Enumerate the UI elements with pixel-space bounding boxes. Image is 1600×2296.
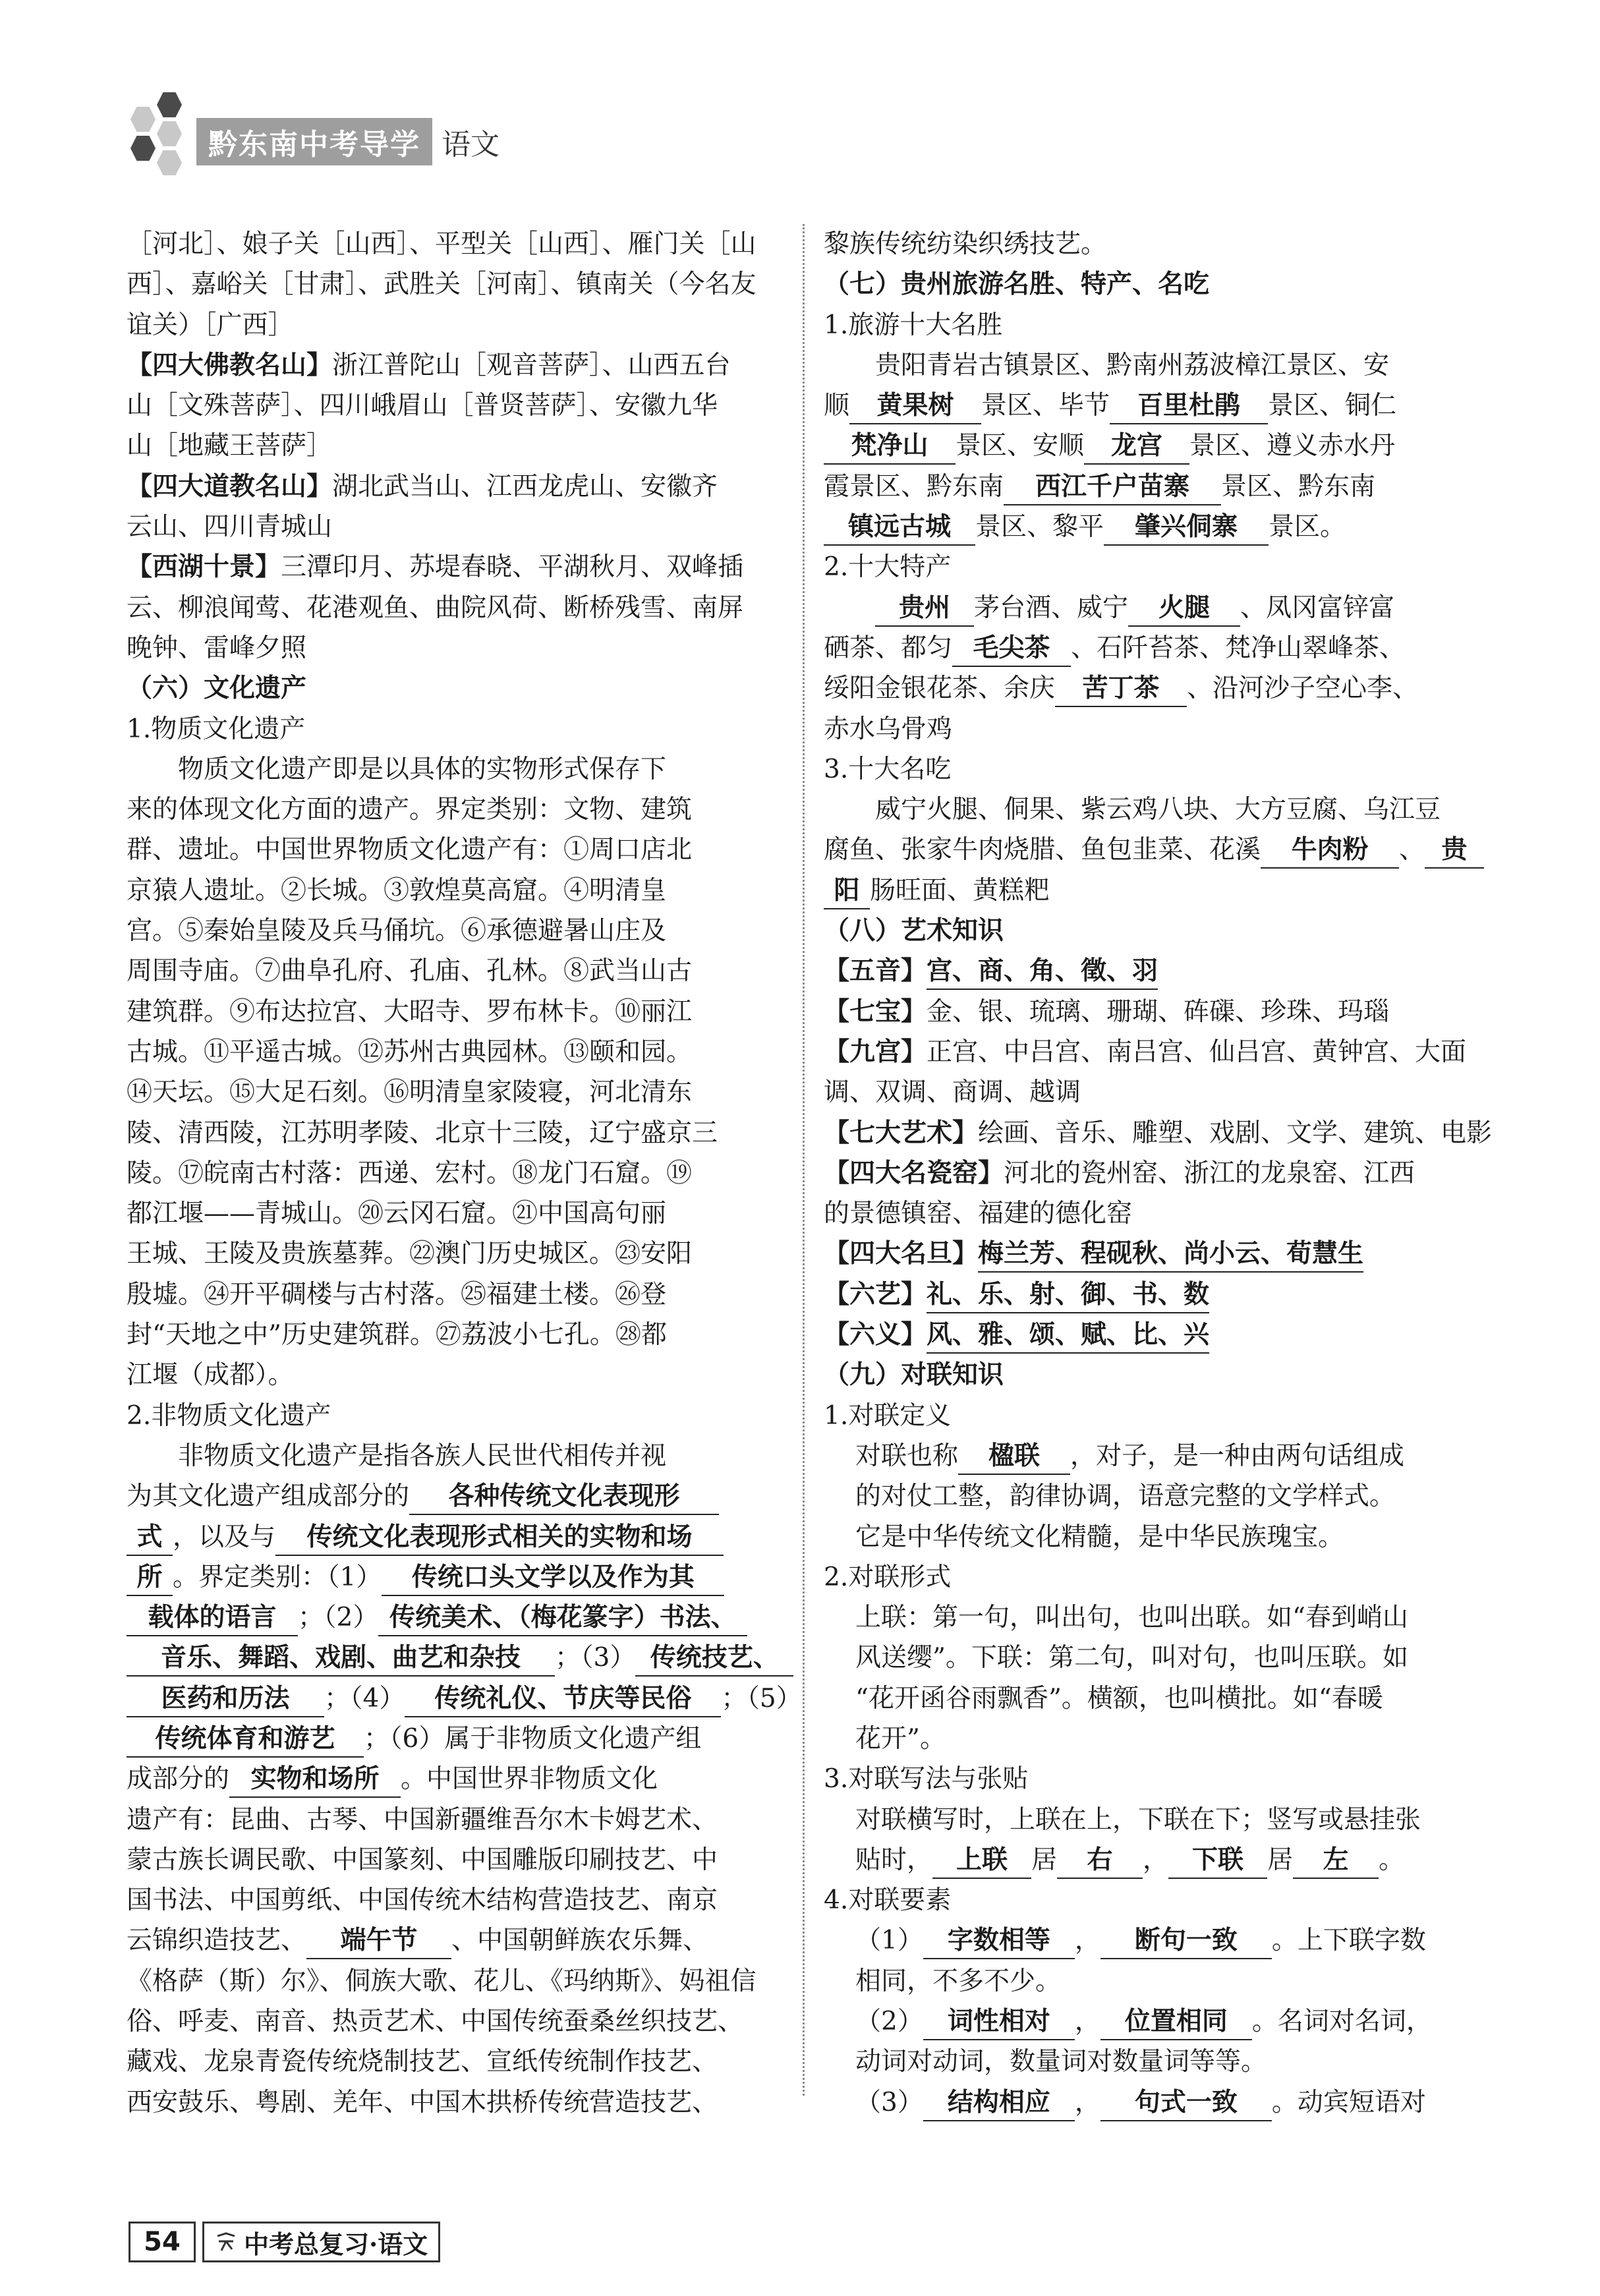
text-line (127, 830, 786, 870)
page-header (117, 92, 1501, 198)
text-segment: 、中国朝鲜族农乐舞、 (451, 1926, 709, 1956)
text-line (127, 305, 786, 345)
fill-in-answer: 传统礼仪、节庆等民俗 (405, 1682, 721, 1717)
bold-heading: 【四大道教名山】 (127, 471, 333, 502)
text-line (824, 709, 1483, 749)
page-footer (129, 2221, 440, 2263)
text-segment: 它是中华传统文化精髓，是中华民族瑰宝。 (855, 1522, 1344, 1552)
text-line (127, 264, 786, 304)
text-segment: 宫。⑤秦始皇陵及兵马俑坑。⑥承德避暑山庄及 (127, 916, 667, 946)
text-segment: ；（6）属于非物质文化遗产组 (364, 1723, 702, 1754)
text-line (824, 264, 1483, 304)
text-line (127, 1557, 786, 1597)
header-brand (196, 119, 500, 165)
bold-heading: （七）贵州旅游名胜、特产、名吃 (824, 270, 1210, 300)
bold-heading: 【七大艺术】 (824, 1118, 979, 1148)
text-segment: 对联横写时，上联在上，下联在下；竖写或悬挂张 (855, 1804, 1421, 1835)
fill-in-answer: 苦丁茶 (1055, 672, 1187, 707)
bold-heading: （八）艺术知识 (824, 916, 1004, 946)
text-segment: ， (1074, 1926, 1100, 1956)
text-segment: ；（3） (555, 1643, 636, 1673)
bold-heading: 【西湖十景】 (127, 552, 281, 583)
fill-in-answer: 贵 (1425, 833, 1484, 869)
text-segment: 俗、呼麦、南音、热贡艺术、中国传统蚕桑丝织技艺、 (127, 2007, 744, 2037)
text-segment: 1.对联定义 (824, 1400, 952, 1431)
text-segment: 动词对动词，数量词对数量词等等。 (855, 2047, 1267, 2077)
text-line (824, 547, 1483, 587)
text-segment: 河北的瓷州窑、浙江的龙泉窑、江西 (1004, 1158, 1415, 1188)
text-segment: 建筑群。⑨布达拉宫、大昭寺、罗布林卡。⑩丽江 (127, 996, 693, 1027)
text-segment: 茅台酒、威宁 (974, 592, 1129, 623)
text-segment: ， (1074, 2087, 1100, 2117)
fill-in-answer: 上联 (932, 1843, 1031, 1879)
fill-in-answer: 音乐、舞蹈、戏剧、曲艺和杂技 (127, 1641, 555, 1677)
fill-in-answer: 风、雅、颂、赋、比、兴 (927, 1318, 1209, 1354)
text-segment: 。中国世界非物质文化 (401, 1764, 658, 1794)
text-line (824, 951, 1483, 991)
fill-in-answer: 梵净山 (824, 429, 956, 465)
text-line (127, 1679, 802, 1719)
text-segment: 2.十大特产 (824, 552, 952, 583)
text-segment: 贴时， (855, 1845, 933, 1875)
fill-in-answer: 火腿 (1128, 591, 1240, 627)
text-segment: 黎族传统纺染织绣技艺。 (824, 229, 1107, 259)
text-segment: 景区、黎平 (975, 512, 1104, 542)
text-segment: 遗产有：昆曲、古琴、中国新疆维吾尔木卡姆艺术、 (127, 1804, 718, 1835)
text-line (127, 1597, 786, 1638)
text-line (824, 628, 1483, 668)
text-segment: 。名词对名词， (1251, 2007, 1432, 2037)
fill-in-answer: 传统美术、（梅花篆字）书法、 (378, 1601, 747, 1636)
text-segment: ；（2） (298, 1603, 379, 1633)
text-segment: 陵、清西陵，江苏明孝陵、北京十三陵，辽宁盛京三 (127, 1118, 718, 1148)
text-segment: 西］、嘉峪关［甘肃］、武胜关［河南］、镇南关（今名友 (127, 270, 757, 300)
fill-in-answer: 式 (127, 1520, 173, 1556)
text-line (824, 1920, 1483, 1961)
text-line (127, 749, 786, 789)
text-line (127, 386, 786, 426)
text-segment: 绘画、音乐、雕塑、戏剧、文学、建筑、电影 (978, 1118, 1493, 1148)
text-line (824, 1638, 1483, 1678)
footer-book-title: 中考总复习·语文 (244, 2229, 428, 2259)
bold-heading: 【六义】 (824, 1320, 927, 1350)
text-segment: 景区、铜仁 (1268, 391, 1397, 421)
text-segment: 顺 (824, 391, 850, 421)
text-line (127, 1800, 786, 1840)
fill-in-answer: 医药和历法 (127, 1682, 324, 1717)
text-segment: 景区、黔东南 (1221, 471, 1376, 502)
text-segment: 蒙古族长调民歌、中国篆刻、中国雕版印刷技艺、中 (127, 1845, 718, 1875)
fill-in-answer: 镇远古城 (824, 510, 975, 546)
text-line (127, 345, 786, 386)
text-segment: 成部分的 (127, 1764, 230, 1794)
fill-in-answer: 传统口头文学以及作为其 (382, 1561, 724, 1596)
text-segment: 赤水乌骨鸡 (824, 714, 953, 744)
left-column (127, 224, 802, 2123)
text-segment: 1.旅游十大名胜 (824, 310, 1003, 340)
text-segment: 硒茶、都匀 (824, 633, 953, 663)
text-line (127, 2001, 786, 2042)
text-segment: 、 (1399, 835, 1425, 865)
text-line (127, 1638, 786, 1678)
text-line (824, 2082, 1483, 2123)
text-segment: 2.对联形式 (824, 1562, 952, 1592)
hexagon-decoration-icon (157, 92, 182, 117)
text-segment: 。上下联字数 (1271, 1926, 1426, 1956)
text-line (824, 1436, 1483, 1476)
text-line (127, 992, 786, 1032)
text-segment: “花开函谷雨飘香”。横额，也叫横批。如“春暖 (855, 1683, 1383, 1713)
text-segment: 王城、王陵及贵族墓葬。㉒澳门历史城区。㉓安阳 (127, 1239, 693, 1269)
text-segment: 3.十大名吃 (824, 754, 952, 784)
text-line (127, 1476, 786, 1516)
fill-in-answer: 右 (1057, 1843, 1143, 1879)
fill-in-answer: 实物和场所 (229, 1762, 401, 1798)
text-line (824, 1476, 1483, 1516)
text-segment: 居 (1031, 1845, 1058, 1875)
fill-in-answer: 左 (1293, 1843, 1379, 1879)
fill-in-answer: 阳 (824, 874, 870, 909)
fill-in-answer: 毛尖茶 (952, 631, 1071, 667)
text-line (127, 588, 786, 628)
text-segment: 湖北武当山、江西龙虎山、安徽齐 (332, 471, 718, 502)
bold-heading: 【九宫】 (824, 1037, 927, 1067)
text-segment: 古城。⑪平遥古城。⑫苏州古典园林。⑬颐和园。 (127, 1037, 693, 1067)
text-line (824, 1719, 1483, 1759)
text-segment: 景区、遵义赤水丹 (1189, 431, 1396, 461)
text-line (824, 992, 1483, 1032)
text-segment: 居 (1267, 1845, 1294, 1875)
fill-in-answer: 黄果树 (849, 389, 981, 424)
text-line (824, 305, 1483, 345)
text-segment: 来的体现文化方面的遗产。界定类别：文物、建筑 (127, 795, 693, 825)
text-segment: 相同，不多不少。 (855, 1966, 1062, 1996)
fill-in-answer: 龙宫 (1084, 429, 1189, 465)
text-segment: 殷墟。㉔开平碉楼与古村落。㉕福建土楼。㉖登 (127, 1279, 667, 1309)
right-column (824, 224, 1493, 2123)
fill-in-answer: 西江千户苗寨 (1004, 470, 1221, 505)
text-line (824, 1597, 1483, 1638)
text-line (127, 1880, 786, 1920)
text-segment: 非物质文化遗产是指各族人民世代相传并视 (178, 1441, 667, 1471)
text-line (824, 749, 1483, 789)
text-segment: 景区。 (1269, 512, 1346, 542)
text-segment: 、石阡苔茶、梵净山翠峰茶、 (1071, 633, 1406, 663)
fill-in-answer: 结构相应 (923, 2086, 1075, 2121)
text-line (824, 1193, 1483, 1234)
text-line (824, 830, 1483, 870)
text-line (127, 709, 786, 749)
fill-in-answer: 楹联 (958, 1439, 1070, 1475)
text-segment: 。动宾短语对 (1271, 2087, 1426, 2117)
text-line (127, 1315, 786, 1355)
text-segment: ；（4） (324, 1683, 405, 1713)
text-segment: 陵。⑰皖南古村落：西递、宏村。⑱龙门石窟。⑲ (127, 1158, 693, 1188)
text-segment: 京猿人遗址。②长城。③敦煌莫高窟。④明清皇 (127, 875, 667, 905)
fill-in-answer: 传统文化表现形式相关的实物和场 (275, 1520, 724, 1556)
text-segment: 山［文殊菩萨］、四川峨眉山［普贤菩萨］、安徽九华 (127, 391, 718, 421)
text-line (127, 1153, 786, 1193)
fill-in-answer: 下联 (1168, 1843, 1267, 1879)
text-segment: 腐鱼、张家牛肉烧腊、鱼包韭菜、花溪 (824, 835, 1261, 865)
text-line (824, 1557, 1483, 1597)
text-line (824, 345, 1483, 386)
column-divider (803, 224, 805, 2096)
text-segment: ⑭天坛。⑮大足石刻。⑯明清皇家陵寝，河北清东 (127, 1077, 693, 1108)
text-line (824, 2001, 1483, 2042)
text-segment: 霞景区、黔东南 (824, 471, 1004, 502)
text-line (127, 1275, 786, 1315)
text-line (824, 1072, 1483, 1112)
hexagon-decoration-icon (130, 136, 156, 161)
text-line (824, 1355, 1483, 1395)
text-segment: 绥阳金银花茶、余庆 (824, 674, 1056, 704)
text-segment: 贵阳青岩古镇景区、黔南州荔波樟江景区、安 (875, 350, 1390, 380)
fill-in-answer: 传统体育和游艺 (127, 1722, 364, 1758)
text-line (127, 1113, 786, 1153)
text-line (127, 426, 786, 466)
text-line (824, 386, 1483, 426)
text-segment: ，对子，是一种由两句话组成 (1070, 1441, 1405, 1471)
text-line (824, 1961, 1483, 2001)
subject-label: 语文 (442, 128, 500, 161)
fill-in-answer: 载体的语言 (127, 1601, 298, 1636)
text-segment: （1） (855, 1926, 923, 1956)
text-segment: 上联：第一句，叫出句，也叫出联。如“春到峭山 (855, 1603, 1408, 1633)
fill-in-answer: 断句一致 (1100, 1924, 1272, 1959)
fill-in-answer: 牛肉粉 (1261, 833, 1399, 869)
fill-in-answer: 字数相等 (923, 1924, 1075, 1959)
text-segment: （3） (855, 2087, 923, 2117)
text-line (127, 1840, 786, 1880)
text-segment: 晚钟、雷峰夕照 (127, 633, 307, 663)
text-segment: 威宁火腿、侗果、紫云鸡八块、大方豆腐、乌江豆 (875, 795, 1441, 825)
text-line (127, 1517, 786, 1557)
text-segment: 调、双调、商调、越调 (824, 1077, 1081, 1108)
text-line (824, 789, 1483, 830)
text-segment: 云山、四川青城山 (127, 512, 333, 542)
text-segment: 山［地藏王菩萨］ (127, 431, 333, 461)
text-line (824, 1880, 1483, 1920)
brand-title: 黔东南中考导学 (196, 118, 432, 165)
text-line (824, 507, 1483, 547)
bold-heading: 【四大佛教名山】 (127, 350, 333, 380)
text-line (824, 1315, 1483, 1355)
text-line (824, 426, 1483, 466)
text-segment: 2.非物质文化遗产 (127, 1400, 331, 1431)
text-segment: 国书法、中国剪纸、中国传统木结构营造技艺、南京 (127, 1885, 718, 1916)
text-line (824, 1275, 1483, 1315)
text-segment: 群、遗址。中国世界物质文化遗产有：①周口店北 (127, 835, 693, 865)
text-line (127, 1920, 786, 1961)
fill-in-answer: 百里杜鹃 (1110, 389, 1268, 424)
fill-in-answer: 句式一致 (1100, 2086, 1272, 2121)
text-line (824, 1840, 1483, 1880)
text-segment: 对联也称 (855, 1441, 959, 1471)
text-segment: 西安鼓乐、粤剧、羌年、中国木拱桥传统营造技艺、 (127, 2087, 718, 2117)
text-segment: 为其文化遗产组成部分的 (127, 1481, 410, 1512)
text-line (824, 2042, 1483, 2082)
text-line (824, 1759, 1483, 1799)
text-line (127, 1759, 786, 1799)
text-line (127, 1193, 786, 1234)
page-number: 54 (129, 2222, 196, 2262)
text-segment: 景区、安顺 (956, 431, 1085, 461)
text-segment: 景区、毕节 (981, 391, 1110, 421)
text-segment: 的景德镇窑、福建的德化窑 (824, 1199, 1133, 1229)
text-segment: 花开”。 (855, 1723, 946, 1754)
text-segment: （2） (855, 2007, 923, 2037)
fill-in-answer: 词性相对 (923, 2005, 1075, 2040)
text-segment: 三潭印月、苏堤春晓、平湖秋月、双峰插 (281, 552, 744, 583)
text-segment: 、沿河沙子空心李、 (1187, 674, 1419, 704)
text-segment: ， (1143, 1845, 1169, 1875)
text-line (127, 628, 786, 668)
text-segment: 周围寺庙。⑦曲阜孔府、孔庙、孔林。⑧武当山古 (127, 956, 693, 987)
text-segment: 肠旺面、黄糕粑 (870, 875, 1050, 905)
text-segment: 谊关）［广西］ (127, 310, 294, 340)
bold-heading: 【五音】 (824, 956, 927, 987)
hexagon-decoration-icon (130, 107, 156, 132)
fill-in-answer: 所 (127, 1561, 173, 1596)
hexagon-decoration-icon (157, 150, 182, 175)
text-line (127, 1719, 786, 1759)
text-line (127, 2082, 786, 2123)
text-line (127, 1396, 786, 1436)
text-segment: 的对仗工整，韵律协调，语意完整的文学样式。 (855, 1481, 1396, 1512)
text-line (127, 547, 786, 587)
text-segment: 浙江普陀山［观音菩萨］、山西五台 (332, 350, 731, 380)
bold-heading: 【四大名旦】 (824, 1239, 979, 1269)
text-segment: 。 (1379, 1845, 1405, 1875)
text-line (824, 1113, 1493, 1153)
fill-in-answer: 贵州 (875, 591, 974, 627)
bold-heading: 【七宝】 (824, 996, 927, 1027)
text-segment: 封“天地之中”历史建筑群。㉗荔波小七孔。㉘都 (127, 1320, 667, 1350)
text-line (127, 951, 786, 991)
bold-heading: （六）文化遗产 (127, 674, 307, 704)
text-line (824, 1517, 1483, 1557)
hexagon-decoration-icon (157, 121, 182, 146)
text-line (824, 1679, 1483, 1719)
fill-in-answer: 传统技艺、 (635, 1641, 793, 1677)
text-line (824, 467, 1483, 507)
text-line (824, 911, 1483, 951)
book-logo-icon (215, 2231, 237, 2253)
text-segment: 《格萨（斯）尔》、侗族大歌、花儿、《玛纳斯》、妈祖信 (127, 1966, 757, 1996)
text-line (824, 1800, 1483, 1840)
text-line (127, 1355, 786, 1395)
text-line (824, 1032, 1483, 1072)
text-segment: 江堰（成都）。 (127, 1360, 294, 1391)
text-line (127, 668, 786, 708)
bold-heading: 【四大名瓷窑】 (824, 1158, 1004, 1188)
text-segment: 金、银、琉璃、珊瑚、砗磲、珍珠、玛瑙 (927, 996, 1390, 1027)
text-segment: ，以及与 (173, 1522, 276, 1552)
text-segment: ［河北］、娘子关［山西］、平型关［山西］、雁门关［山 (127, 229, 757, 259)
text-line (127, 1032, 786, 1072)
fill-in-answer: 各种传统文化表现形 (409, 1479, 719, 1515)
bold-heading: （九）对联知识 (824, 1360, 1004, 1391)
footer-book-label (202, 2222, 440, 2262)
text-line (824, 588, 1483, 628)
text-segment: 4.对联要素 (824, 1885, 952, 1916)
fill-in-answer: 宫、商、角、徵、羽 (927, 954, 1158, 990)
text-segment: 都江堰——青城山。⑳云冈石窟。㉑中国高句丽 (127, 1199, 667, 1229)
text-line (127, 1072, 786, 1112)
text-segment: 风送缨”。下联：第二句，叫对句，也叫压联。如 (855, 1643, 1408, 1673)
text-segment: 云、柳浪闻莺、花港观鱼、曲院风荷、断桥残雪、南屏 (127, 592, 744, 623)
text-segment: 1.物质文化遗产 (127, 714, 306, 744)
text-line (824, 871, 1483, 911)
fill-in-answer: 肇兴侗寨 (1104, 510, 1269, 546)
text-segment: ， (1074, 2007, 1100, 2037)
text-line (127, 2042, 786, 2082)
text-line (127, 871, 786, 911)
text-line (127, 1436, 786, 1476)
fill-in-answer: 礼、乐、射、御、书、数 (927, 1278, 1209, 1313)
fill-in-answer: 端午节 (306, 1924, 451, 1959)
fill-in-answer: 位置相同 (1100, 2005, 1252, 2040)
text-line (824, 224, 1483, 264)
text-line (824, 668, 1483, 708)
text-line (824, 1153, 1483, 1193)
text-segment: 、凤冈富锌富 (1240, 592, 1395, 623)
text-segment: 云锦织造技艺、 (127, 1926, 307, 1956)
text-line (824, 1396, 1483, 1436)
text-line (127, 1961, 786, 2001)
text-segment: 藏戏、龙泉青瓷传统烧制技艺、宣纸传统制作技艺、 (127, 2047, 718, 2077)
text-segment: ；（5） (721, 1683, 802, 1713)
text-line (127, 507, 786, 547)
text-segment: 物质文化遗产即是以具体的实物形式保存下 (178, 754, 667, 784)
text-line (127, 467, 786, 507)
text-segment: 正宫、中吕宫、南吕宫、仙吕宫、黄钟宫、大面 (927, 1037, 1467, 1067)
text-line (127, 789, 786, 830)
text-segment: 3.对联写法与张贴 (824, 1764, 1029, 1794)
text-segment: 。界定类别：（1） (173, 1562, 382, 1592)
text-line (127, 911, 786, 951)
text-line (127, 224, 786, 264)
bold-heading: 【六艺】 (824, 1279, 927, 1309)
text-line (824, 1234, 1483, 1274)
fill-in-answer: 梅兰芳、程砚秋、尚小云、荀慧生 (978, 1237, 1363, 1273)
text-line (127, 1234, 786, 1274)
